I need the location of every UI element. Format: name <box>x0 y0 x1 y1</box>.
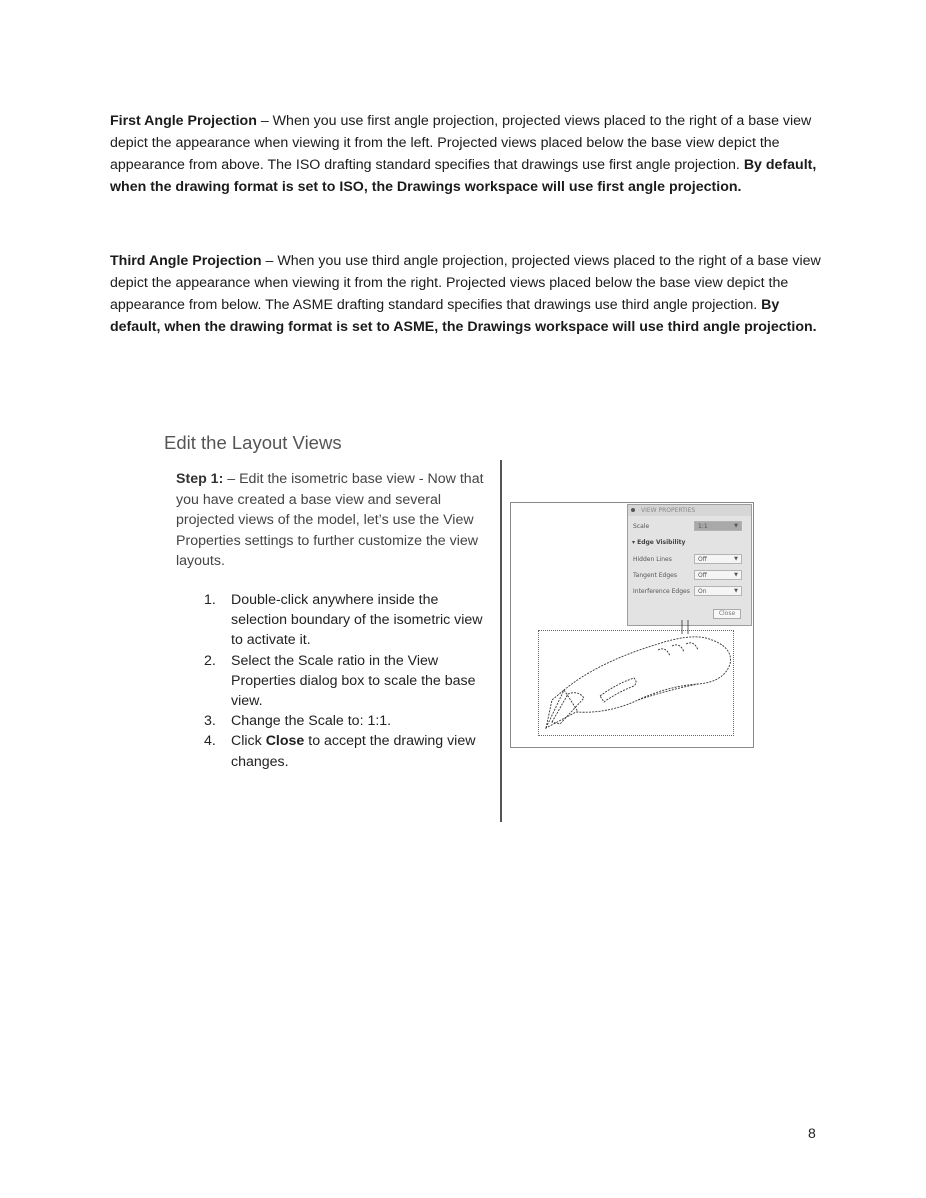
steps-list <box>200 590 496 772</box>
interference-edges-select[interactable] <box>694 586 742 596</box>
step-text-post: to accept the drawing view changes. <box>231 733 476 770</box>
step-text-pre: Click <box>231 733 266 750</box>
caret-down-icon: ▼ <box>734 572 738 578</box>
caret-down-icon: ▼ <box>734 588 738 594</box>
hidden-lines-label: Hidden Lines <box>633 556 672 563</box>
edge-visibility-section[interactable]: ▾ Edge Visibility <box>632 539 686 546</box>
step-number: 4. <box>204 733 216 750</box>
first-angle-text: – When you use first angle projection, projected views placed to the right of a base view depict the appearance when viewing it from the left. Projected views placed below the base view depict the appearance from above. The ISO drafting standard specifies that drawings use first angle projection. <box>110 113 812 173</box>
scale-label: Scale <box>633 523 650 530</box>
third-angle-emphasis: By default, when the drawing format is set to ASME, the Drawings workspace will use third angle projection. <box>110 297 817 335</box>
scale-value: 1:1 <box>698 523 708 530</box>
interference-edges-label: Interference Edges <box>633 588 690 595</box>
first-angle-emphasis: By default, when the drawing format is set to ISO, the Drawings workspace will use first angle projection. <box>110 157 817 195</box>
step-text-bold: Close <box>265 733 305 750</box>
page-number: 8 <box>808 1125 816 1141</box>
tangent-edges-label: Tangent Edges <box>633 572 677 579</box>
step-number: 3. <box>204 713 216 730</box>
dialog-bullet-icon <box>631 508 635 512</box>
dialog-title: VIEW PROPERTIES <box>641 507 696 514</box>
third-angle-title: Third Angle Projection <box>110 253 262 269</box>
tangent-edges-value: Off <box>698 572 707 579</box>
hidden-lines-value: Off <box>698 556 707 563</box>
utility-knife-drawing <box>538 620 738 740</box>
section-title: Edit the Layout Views <box>164 432 342 453</box>
first-angle-title: First Angle Projection <box>110 113 257 129</box>
third-angle-text: – When you use third angle projection, projected views placed to the right of a base view depict the appearance when viewing it from the right. Projected views placed below the base view depict the appearance from below. The ASME drafting standard specifies that drawings use third angle projection. <box>110 253 821 313</box>
step-text: Select the Scale ratio in the View Properties dialog box to scale the base view. <box>231 652 476 710</box>
step-text: Double-click anywhere inside the selection boundary of the isometric view to activate it. <box>231 592 483 649</box>
view-properties-dialog <box>627 504 752 626</box>
step-number: 1. <box>204 592 216 608</box>
caret-down-icon: ▼ <box>734 556 738 562</box>
step-label: Step 1: <box>176 471 224 487</box>
first-angle-paragraph <box>110 110 830 198</box>
interference-edges-value: On <box>698 588 707 595</box>
vertical-divider <box>500 460 502 822</box>
close-button[interactable]: Close <box>713 609 741 619</box>
tangent-edges-select[interactable] <box>694 570 742 580</box>
scale-select[interactable] <box>694 521 742 531</box>
caret-down-icon: ▼ <box>734 523 738 529</box>
step-text: – Edit the isometric base view - Now that you have created a base view and several projected views of the model, let’s use the View Properties settings to further customize the view layouts. <box>176 471 484 569</box>
step-text: Change the Scale to: 1:1. <box>231 713 392 730</box>
list-item <box>200 731 496 771</box>
step-intro <box>176 469 492 572</box>
list-item <box>200 590 496 651</box>
list-item <box>200 651 496 712</box>
list-item <box>200 711 496 731</box>
dialog-header <box>628 505 751 516</box>
hidden-lines-select[interactable] <box>694 554 742 564</box>
third-angle-paragraph <box>110 250 830 338</box>
step-number: 2. <box>204 652 216 669</box>
